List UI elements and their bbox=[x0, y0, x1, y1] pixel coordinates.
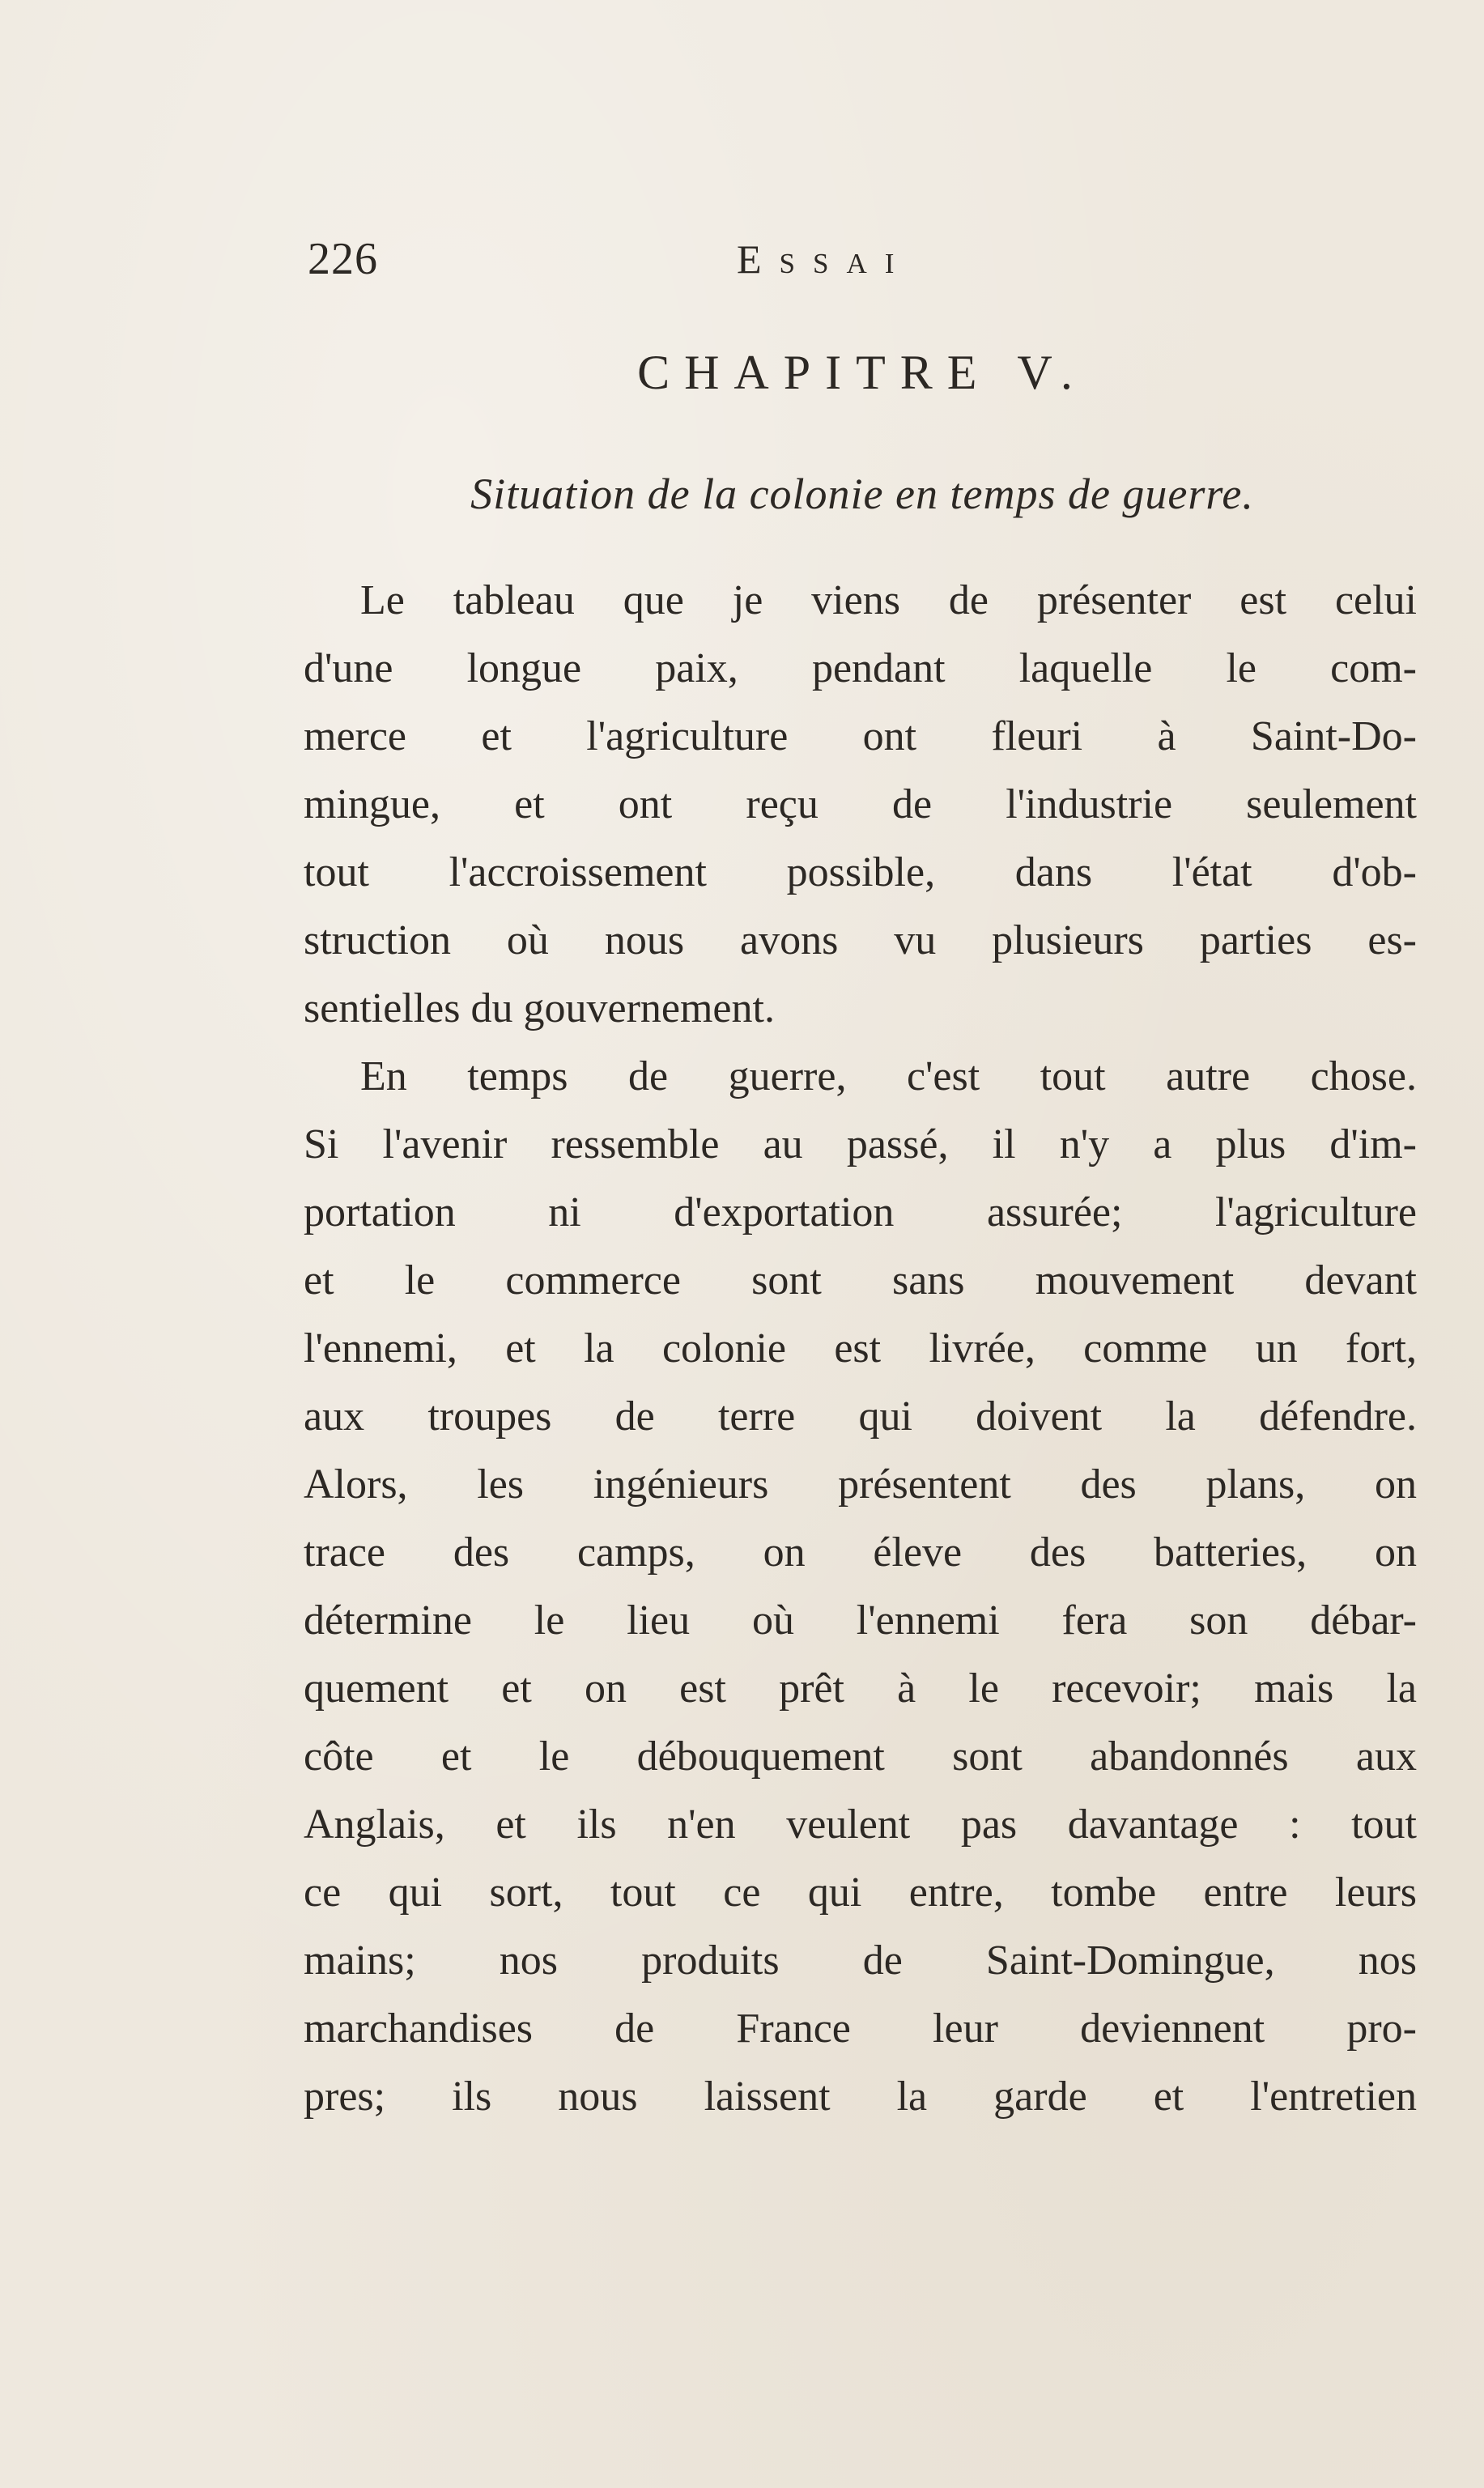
text-line: tout l'accroissement possible, dans l'état d'ob- bbox=[304, 849, 1417, 895]
text-line: struction où nous avons vu plusieurs parties es- bbox=[304, 917, 1417, 963]
text-line: aux troupes de terre qui doivent la défendre. bbox=[304, 1393, 1417, 1440]
text-line: sentielles du gouvernement. bbox=[304, 985, 775, 1031]
chapter-subtitle: Situation de la colonie en temps de guerre. bbox=[470, 470, 1254, 518]
text-line: merce et l'agriculture ont fleuri à Saint-Do- bbox=[304, 713, 1417, 759]
text-line: côte et le débouquement sont abandonnés aux bbox=[304, 1733, 1417, 1780]
text-line: Si l'avenir ressemble au passé, il n'y a plus d'im- bbox=[304, 1121, 1417, 1167]
page-number: 226 bbox=[308, 234, 378, 284]
text-line: et le commerce sont sans mouvement devant bbox=[304, 1257, 1417, 1304]
text-line: Le tableau que je viens de présenter est celui bbox=[360, 577, 1417, 623]
text-line: Anglais, et ils n'en veulent pas davantage : tout bbox=[304, 1801, 1417, 1848]
text-line: En temps de guerre, c'est tout autre chose. bbox=[360, 1053, 1417, 1099]
text-line: d'une longue paix, pendant laquelle le com- bbox=[304, 645, 1417, 691]
text-line: mingue, et ont reçu de l'industrie seulement bbox=[304, 781, 1417, 827]
text-line: quement et on est prêt à le recevoir; mais la bbox=[304, 1665, 1417, 1712]
running-head: Essai bbox=[737, 236, 912, 282]
text-line: mains; nos produits de Saint-Domingue, nos bbox=[304, 1937, 1417, 1984]
text-line: portation ni d'exportation assurée; l'agriculture bbox=[304, 1189, 1417, 1235]
text-line: détermine le lieu où l'ennemi fera son débar- bbox=[304, 1597, 1417, 1644]
text-line: Alors, les ingénieurs présentent des plans, on bbox=[304, 1461, 1417, 1508]
text-line: marchandises de France leur deviennent pro- bbox=[304, 2005, 1417, 2052]
text-line: trace des camps, on éleve des batteries, on bbox=[304, 1529, 1417, 1576]
body-text bbox=[304, 567, 1417, 2131]
chapter-title: CHAPITRE V. bbox=[637, 346, 1087, 399]
page-header bbox=[308, 227, 1417, 291]
text-line: pres; ils nous laissent la garde et l'entretien bbox=[304, 2073, 1417, 2120]
text-line: ce qui sort, tout ce qui entre, tombe entre leurs bbox=[304, 1869, 1417, 1916]
text-line: l'ennemi, et la colonie est livrée, comme un fort, bbox=[304, 1325, 1417, 1372]
